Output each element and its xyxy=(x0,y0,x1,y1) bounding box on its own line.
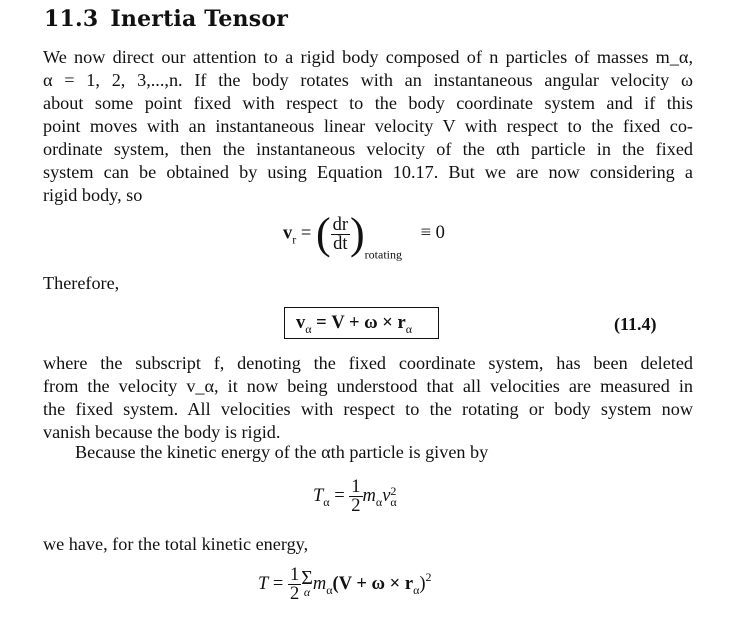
eq-rhs: ≡ 0 xyxy=(420,223,445,244)
paragraph-line: We now direct our attention to a rigid body composed of n particles of masses m_α, xyxy=(43,47,693,67)
fraction-numerator: 1 xyxy=(289,565,300,585)
eq-close-paren: ) xyxy=(419,573,426,594)
fraction xyxy=(288,566,301,603)
section-title: Inertia Tensor xyxy=(110,6,288,32)
eq-velocity-sub: α xyxy=(390,494,397,509)
eq-body: (V + ω × r xyxy=(332,573,414,594)
eq-mass-sub: α xyxy=(326,582,333,597)
eq-mass: m xyxy=(312,573,327,594)
paragraph-line: from the velocity v_α, it now being understood that all velocities are measured in xyxy=(43,376,693,396)
fraction-numerator: 1 xyxy=(351,477,361,497)
eq-lhs: T xyxy=(258,573,269,594)
eq-equals: = xyxy=(272,573,284,594)
right-paren: ) xyxy=(350,209,365,258)
fraction xyxy=(331,216,350,253)
equation-rotating xyxy=(283,209,445,262)
paragraph-total-kinetic: we have, for the total kinetic energy, xyxy=(43,534,309,554)
paragraph-line: α = 1, 2, 3,...,n. If the body rotates with an instantaneous angular velocity ω xyxy=(43,70,693,90)
paragraph-line: vanish because the body is rigid. xyxy=(43,422,281,442)
eq-lhs-sub: α xyxy=(323,494,330,509)
eq-lhs-sub: α xyxy=(305,322,312,336)
eq-mass: m xyxy=(362,485,376,506)
section-number: 11.3 xyxy=(44,6,99,32)
paragraph-line: point moves with an instantaneous linear velocity V with respect to the fixed co- xyxy=(43,116,693,136)
paragraph-line: rigid body, so xyxy=(43,185,143,205)
paragraph-line: the fixed system. All velocities with respect to the rotating or body system now xyxy=(43,399,693,419)
rotating-subscript: rotating xyxy=(364,247,402,262)
eq-lhs-sub: r xyxy=(292,232,297,247)
fraction-denominator: dt xyxy=(333,233,348,254)
eq-mass-sub: α xyxy=(375,494,383,509)
eq-lhs: T xyxy=(313,485,324,506)
eq-rhs-sub: α xyxy=(405,322,412,336)
fraction-denominator: 2 xyxy=(351,496,361,516)
equation-number: (11.4) xyxy=(614,314,657,334)
eq-equals: = xyxy=(300,223,312,244)
left-paren: ( xyxy=(315,209,331,258)
equation-11-4 xyxy=(296,313,412,337)
paragraph-line: where the subscript f, denoting the fixed coordinate system, has been deleted xyxy=(43,353,693,373)
eq-velocity: v xyxy=(382,485,391,506)
eq-rhs: = V + ω × r xyxy=(316,313,406,333)
fraction xyxy=(349,478,362,515)
fraction-denominator: 2 xyxy=(289,584,300,604)
fraction-numerator: dr xyxy=(332,214,349,235)
paragraph-line: system can be obtained by using Equation 10.17. But we are now considering a xyxy=(43,162,693,182)
summation-index: α xyxy=(303,584,311,599)
eq-r-sub: α xyxy=(413,582,420,597)
eq-lhs: v xyxy=(296,313,306,333)
paragraph-fixed-system xyxy=(43,352,693,444)
summation-sign: Σ xyxy=(301,566,313,589)
summation xyxy=(301,566,313,599)
equation-kinetic-particle xyxy=(313,478,397,515)
therefore-line: Therefore, xyxy=(43,273,120,293)
eq-sup: 2 xyxy=(425,569,432,584)
eq-velocity-sup: 2 xyxy=(390,483,397,498)
paragraph-line: ordinate system, then the instantaneous velocity of the αth particle in the fixed xyxy=(43,139,693,159)
eq-lhs: v xyxy=(283,223,293,244)
paragraph-kinetic-energy: Because the kinetic energy of the αth particle is given by xyxy=(75,442,489,462)
equation-total-kinetic xyxy=(258,566,432,603)
eq-velocity-scripts xyxy=(390,483,397,509)
eq-equals: = xyxy=(334,485,345,506)
section-heading xyxy=(44,6,288,32)
paragraph-intro xyxy=(43,46,693,207)
paragraph-line: about some point fixed with respect to the body coordinate system and if this xyxy=(43,93,693,113)
